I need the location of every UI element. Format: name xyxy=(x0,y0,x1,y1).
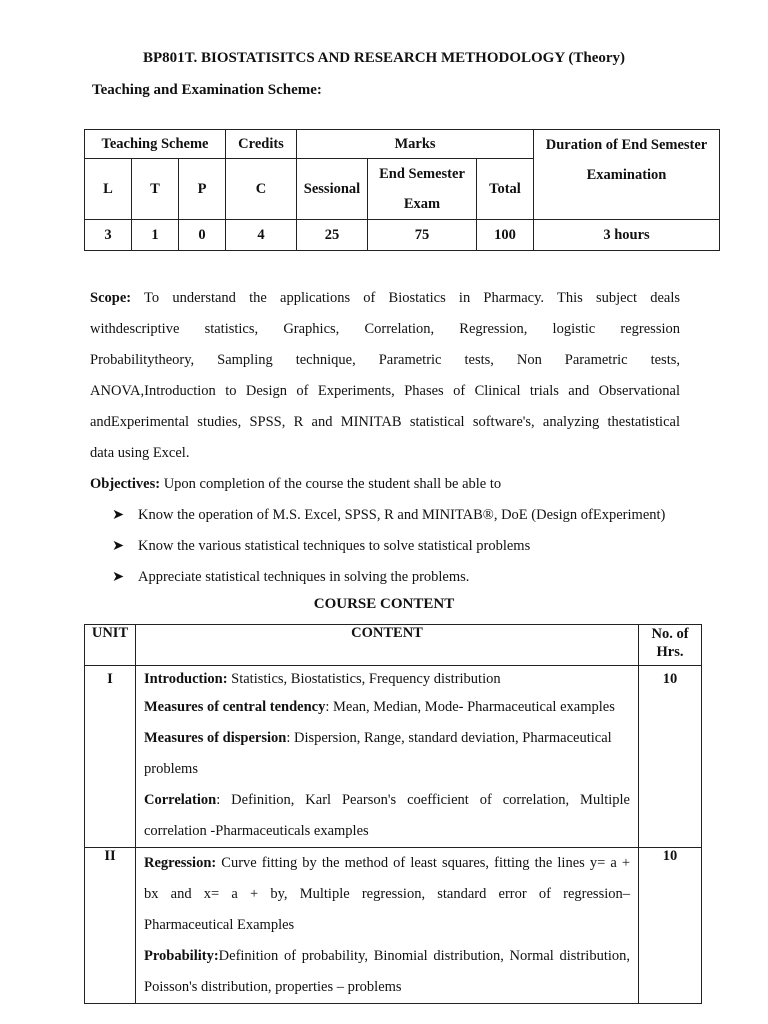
course-content-table xyxy=(84,624,702,1004)
t-value: 1 xyxy=(132,220,179,251)
scope-paragraph xyxy=(90,283,680,469)
total-value: 100 xyxy=(477,220,534,251)
content-line xyxy=(144,848,630,879)
credits-header: Credits xyxy=(226,130,297,159)
duration-value: 3 hours xyxy=(534,220,720,251)
topic-text: : Dispersion, Range, standard deviation, Pharmaceutical xyxy=(286,730,612,746)
content-line xyxy=(144,692,630,723)
c-value: 4 xyxy=(226,220,297,251)
unit-header: UNIT xyxy=(85,625,136,666)
scope-line: Probabilitytheory, Sampling technique, Parametric tests, Non Parametric tests, xyxy=(90,352,680,368)
scope-line: andExperimental studies, SPSS, R and MINITAB statistical software's, analyzing thestatistical xyxy=(90,414,680,430)
teaching-scheme-header: Teaching Scheme xyxy=(85,130,226,159)
objectives-text: Upon completion of the course the student shall be able to xyxy=(163,476,502,492)
hours-header-line2: Hrs. xyxy=(656,644,684,660)
scope-label: Scope: xyxy=(90,290,132,306)
scope-line: data using Excel. xyxy=(90,445,190,461)
objective-text: Know the various statistical techniques to solve statistical problems xyxy=(138,538,531,554)
topic-text: Curve fitting by the method of least squares, fitting the lines y= a + xyxy=(216,855,630,871)
topic-label: Measures of dispersion xyxy=(144,730,287,746)
t-header: T xyxy=(132,159,179,220)
teaching-scheme-table xyxy=(84,129,720,251)
content-line: problems xyxy=(144,761,198,777)
list-item xyxy=(112,562,665,593)
end-sem-header-line2: Exam xyxy=(403,196,441,212)
table-row xyxy=(85,848,702,1004)
content-line xyxy=(144,785,630,816)
scheme-subtitle: Teaching and Examination Scheme: xyxy=(92,82,322,98)
objectives-line xyxy=(90,469,680,500)
topic-text: : Definition, Karl Pearson's coefficient of correlation, Multiple xyxy=(216,792,630,808)
total-header: Total xyxy=(477,159,534,220)
l-value: 3 xyxy=(85,220,132,251)
duration-header-line2: Examination xyxy=(586,167,667,183)
hours-header xyxy=(639,625,702,666)
end-sem-header-line1: End Semester xyxy=(379,166,465,182)
c-header: C xyxy=(226,159,297,220)
objectives-list xyxy=(112,500,665,593)
p-header: P xyxy=(179,159,226,220)
content-line: correlation -Pharmaceuticals examples xyxy=(144,823,369,839)
scope-line: withdescriptive statistics, Graphics, Correlation, Regression, logistic regression xyxy=(90,321,680,337)
objectives-label: Objectives: xyxy=(90,476,161,492)
unit-hours: 10 xyxy=(639,666,702,848)
p-value: 0 xyxy=(179,220,226,251)
topic-label: Correlation xyxy=(144,792,217,808)
end-sem-header xyxy=(368,159,477,220)
arrow-bullet-icon: ➤ xyxy=(112,538,125,554)
marks-header: Marks xyxy=(297,130,534,159)
content-header: CONTENT xyxy=(136,625,639,666)
unit-content xyxy=(136,848,639,1004)
topic-text: Statistics, Biostatistics, Frequency distribution xyxy=(227,671,501,687)
scope-text: To understand the applications of Biostatics in Pharmacy. This subject deals xyxy=(144,290,680,306)
arrow-bullet-icon: ➤ xyxy=(112,569,125,585)
topic-text: : Mean, Median, Mode- Pharmaceutical examples xyxy=(325,699,615,715)
scope-line xyxy=(90,283,680,314)
topic-label: Introduction: xyxy=(144,671,228,687)
l-header: L xyxy=(85,159,132,220)
duration-header xyxy=(534,130,720,220)
content-line: Pharmaceutical Examples xyxy=(144,917,295,933)
topic-text: Definition of probability, Binomial distribution, Normal distribution, xyxy=(218,948,630,964)
course-content-heading: COURSE CONTENT xyxy=(313,596,455,612)
objective-text: Appreciate statistical techniques in solving the problems. xyxy=(138,569,470,585)
topic-label: Probability: xyxy=(144,948,219,964)
unit-number: II xyxy=(85,848,136,1004)
unit-content xyxy=(136,666,639,848)
content-line xyxy=(144,666,630,692)
unit-number: I xyxy=(85,666,136,848)
list-item xyxy=(112,500,665,531)
objective-text: Know the operation of M.S. Excel, SPSS, R and MINITAB®, DoE (Design ofExperiment) xyxy=(138,507,666,523)
content-line: bx and x= a + by, Multiple regression, standard error of regression– xyxy=(144,886,630,902)
content-line xyxy=(144,941,630,972)
list-item xyxy=(112,531,665,562)
end-sem-value: 75 xyxy=(368,220,477,251)
page-title: BP801T. BIOSTATISITCS AND RESEARCH METHODOLOGY (Theory) xyxy=(142,50,625,66)
sessional-header: Sessional xyxy=(297,159,368,220)
content-line: Poisson's distribution, properties – problems xyxy=(144,979,402,995)
topic-label: Measures of central tendency xyxy=(144,699,326,715)
arrow-bullet-icon: ➤ xyxy=(112,507,125,523)
unit-hours: 10 xyxy=(639,848,702,1004)
sessional-value: 25 xyxy=(297,220,368,251)
table-row xyxy=(85,666,702,848)
topic-label: Regression: xyxy=(144,855,217,871)
duration-header-line1: Duration of End Semester xyxy=(545,137,708,153)
hours-header-line1: No. of xyxy=(651,626,689,642)
content-line xyxy=(144,723,630,754)
scope-line: ANOVA,Introduction to Design of Experiments, Phases of Clinical trials and Observational xyxy=(90,383,680,399)
